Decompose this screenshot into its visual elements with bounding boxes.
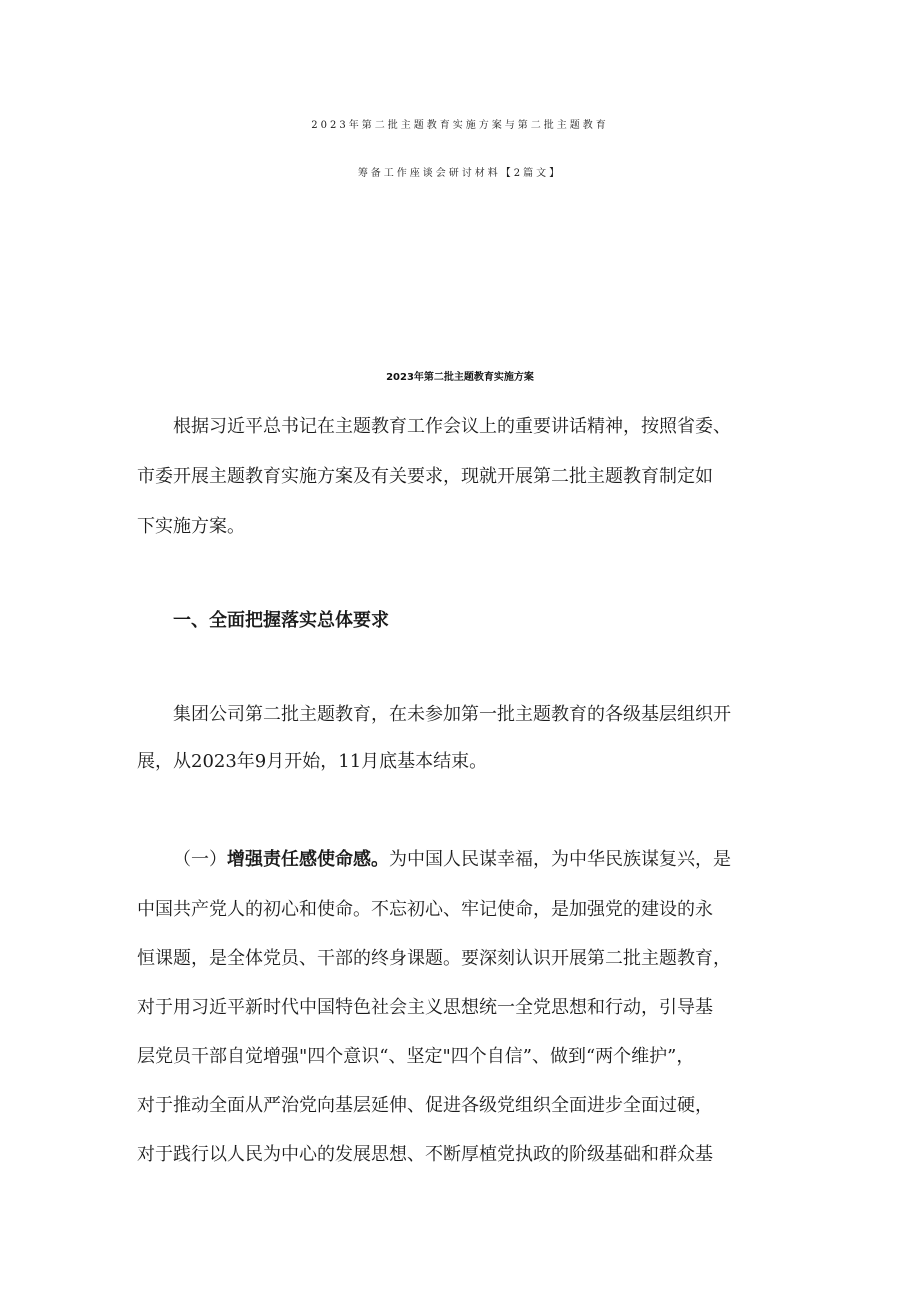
document-title-line-1: 2023年第二批主题教育实施方案与第二批主题教育 bbox=[311, 120, 609, 131]
paragraph-line: 层党员干部自觉增强"四个意识“、坚定"四个自信”、做到“两个维护”， bbox=[137, 1046, 695, 1067]
section-title: 2023年第二批主题教育实施方案 bbox=[386, 372, 534, 383]
intro-line: 下实施方案。 bbox=[137, 516, 245, 537]
paragraph-line: 对于推动全面从严治党向基层延伸、促进各级党组织全面进步全面过硬， bbox=[137, 1095, 713, 1116]
paragraph-line: 集团公司第二批主题教育，在未参加第一批主题教育的各级基层组织开 bbox=[173, 704, 731, 725]
paragraph-line: 对于用习近平新时代中国特色社会主义思想统一全党思想和行动，引导基 bbox=[137, 997, 713, 1018]
intro-line: 根据习近平总书记在主题教育工作会议上的重要讲话精神，按照省委、 bbox=[173, 416, 731, 437]
paragraph-bold-lead: 增强责任感使命感。 bbox=[227, 849, 389, 870]
intro-line: 市委开展主题教育实施方案及有关要求，现就开展第二批主题教育制定如 bbox=[137, 466, 713, 487]
paragraph-line-rest: 为中国人民谋幸福，为中华民族谋复兴，是 bbox=[389, 849, 731, 870]
paragraph-number: （一） bbox=[173, 849, 227, 870]
paragraph-line: 展，从2023年9月开始，11月底基本结束。 bbox=[137, 751, 488, 772]
paragraph-line: 中国共产党人的初心和使命。不忘初心、牢记使命，是加强党的建设的永 bbox=[137, 899, 713, 920]
paragraph-first-line bbox=[173, 845, 731, 871]
heading-overall-requirements: 一、全面把握落实总体要求 bbox=[173, 610, 389, 631]
paragraph-line: 对于践行以人民为中心的发展思想、不断厚植党执政的阶级基础和群众基 bbox=[137, 1144, 713, 1165]
paragraph-line: 恒课题，是全体党员、干部的终身课题。要深刻认识开展第二批主题教育， bbox=[137, 948, 731, 969]
document-title-line-2: 筹备工作座谈会研讨材料【2篇文】 bbox=[357, 168, 563, 179]
